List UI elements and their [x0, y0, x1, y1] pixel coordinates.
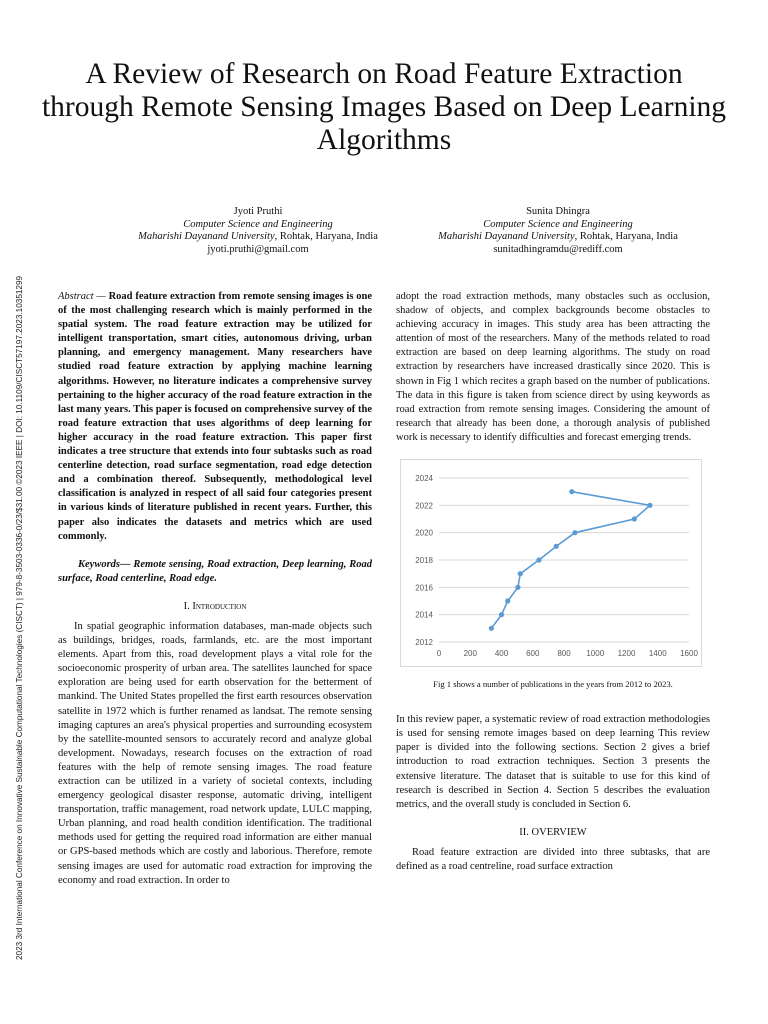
x-tick-label: 200 — [463, 649, 477, 659]
keywords-label: Keywords— — [78, 558, 131, 570]
author-dept: Computer Science and Engineering — [483, 218, 633, 230]
paper-title: A Review of Research on Road Feature Extraction through Remote Sensing Images Based on Deep Learning Algorithms — [41, 58, 727, 156]
abstract-label: Abstract — — [58, 291, 106, 302]
data-point — [499, 612, 504, 617]
author-email: sunitadhingramdu@rediff.com — [493, 243, 623, 255]
data-point — [536, 557, 541, 562]
author-location: , Rohtak, Haryana, India — [274, 231, 378, 243]
data-point — [489, 626, 494, 631]
section-heading-overview: II. OVERVIEW — [519, 826, 587, 838]
section-heading-introduction: I. Introduction — [183, 600, 247, 612]
publications-chart — [401, 460, 701, 666]
keywords — [58, 558, 372, 586]
abstract — [58, 290, 372, 544]
y-tick-label: 2020 — [415, 528, 433, 538]
data-point — [569, 489, 574, 494]
x-tick-label: 400 — [494, 649, 509, 659]
author-affiliation — [88, 231, 428, 244]
y-tick-label: 2014 — [415, 610, 433, 620]
data-point — [632, 516, 637, 521]
author-email: jyoti.pruthi@gmail.com — [207, 243, 309, 255]
side-note: 2023 3rd International Conference on Innovative Sustainable Computational Technologies (CISCT) | 979-8-3503-0336-0/23/$31.00 ©2023 IEEE | DOI: 10.1109/CISCT57197.2023.10351299 — [15, 275, 24, 960]
data-point — [518, 571, 523, 576]
figure-caption: Fig 1 shows a number of publications in the years from 2012 to 2023. — [433, 679, 673, 690]
y-tick-label: 2022 — [415, 501, 433, 511]
author-name: Jyoti Pruthi — [233, 206, 283, 217]
data-point — [647, 503, 652, 508]
x-tick-label: 800 — [557, 649, 571, 659]
x-tick-label: 1400 — [648, 649, 667, 659]
x-tick-label: 1000 — [586, 649, 605, 659]
right-paragraph-1: adopt the road extraction methods, many obstacles such as occlusion, shadow of objects, and complex backgrounds become obstacles to achieving accuracy in images. This study area has been attracting the attention of most of the researchers. Many of the methods related to road extraction are based on deep learning algorithms. The study on road extraction by researchers have increased drastically since 2020. This is shown in Fig 1 which recites a graph based on the number of publications. The data in this figure is taken from science direct by using keywords as road extraction from remote sensing images. Considering the amount of research that already has been done, a thorough analysis of published work is necessary to identify difficulties and forecast emerging trends. — [396, 291, 710, 443]
author-location: , Rohtak, Haryana, India — [574, 231, 678, 243]
data-point — [572, 530, 577, 535]
data-point — [515, 585, 520, 590]
x-tick-label: 1200 — [617, 649, 636, 659]
author-univ: Maharishi Dayanand University — [438, 231, 575, 243]
y-tick-label: 2016 — [415, 583, 433, 593]
right-column — [396, 290, 710, 874]
abstract-text: Road feature extraction from remote sensing images is one of the most challenging research which is mainly performed in the spatial system. The road feature extraction may be utilized for intelligent transportation, smart cities, autonomous driving, urban planning, and emergency management. Many researchers have studied road feature extraction by applying machine learning algorithms. However, no literature indicates a comprehensive survey pertaining to the higher accuracy of the road feature extraction in the last many years. This paper is focused on comprehensive survey of the road feature extraction that uses algorithms of deep learning for higher accuracy in the road feature extraction. This paper first indicates a tree structure that extends into four subtasks such as road centerline detection, road surface segmentation, road edge detection and a combination thereof. Subsequently, methodological level classification is analyzed in respect of all said four categories present in various kinds of literature published in recent years. Further, this paper also indicates the datasets and metrics which are used commonly. — [58, 291, 373, 542]
y-tick-label: 2024 — [415, 474, 433, 484]
overview-text: Road feature extraction are divided into three subtasks, that are defined as a road centreline, road surface extraction — [396, 846, 710, 872]
y-tick-label: 2018 — [415, 556, 433, 566]
introduction-text: In spatial geographic information databases, man-made objects such as buildings, bridges, roads, farmlands, etc. are the most important elements. Apart from this, road development plays a vital role for the socioeconomic prosperity of urban area. The satellites launched for space exploration are being used for earth observation for the betterment of mankind. The United States propelled the first earth resources observation satellite in 1972 which is further renamed as landsat. The remote sensing imaging captures an area's physical properties and surrounding ecosystem by the satellite-mounted sensors to accurately record and analyze global development. Nowadays, research focuses on the extraction of road features with the help of remote sensing images. The road feature extraction can be utilized in a variety of societal contexts, including emergency geological disaster response, automatic driving, intelligent transportation, traffic management, road network update, LULC mapping, Urban planning, and road health condition identification. The traditional methods used for getting the required road information are either manual or GPS-based methods which are costly and laborious. Therefore, remote sensing images are used for automatic road extraction for improving the economy and road extraction. In order to — [58, 620, 372, 886]
author-name: Sunita Dhingra — [526, 206, 590, 217]
y-tick-label: 2012 — [415, 638, 433, 648]
x-tick-label: 1600 — [680, 649, 698, 659]
data-point — [505, 598, 510, 603]
figure-publications-chart — [400, 459, 702, 667]
left-column — [58, 290, 372, 888]
right-paragraph-2: In this review paper, a systematic review of road extraction methodologies is used for sensing remote images based on deep learning This review paper is divided into the following sections. Section 2 gives a brief introduction to road extraction techniques. Section 3 presents the extensive literature. The dataset that is suitable to use for this kind of research is described in Section 4. Section 5 describes the evaluation metrics, and the overall study is concluded in Section 6. — [396, 714, 710, 810]
x-tick-label: 600 — [526, 649, 540, 659]
author-block-1 — [88, 206, 428, 256]
author-block-2 — [388, 206, 728, 256]
data-point — [554, 544, 559, 549]
x-tick-label: 0 — [436, 649, 442, 659]
author-univ: Maharishi Dayanand University — [138, 231, 275, 243]
author-dept: Computer Science and Engineering — [183, 218, 333, 230]
keywords-text: Remote sensing, Road extraction, Deep learning, Road surface, Road centerline, Road edge. — [58, 558, 372, 584]
author-affiliation — [388, 231, 728, 244]
